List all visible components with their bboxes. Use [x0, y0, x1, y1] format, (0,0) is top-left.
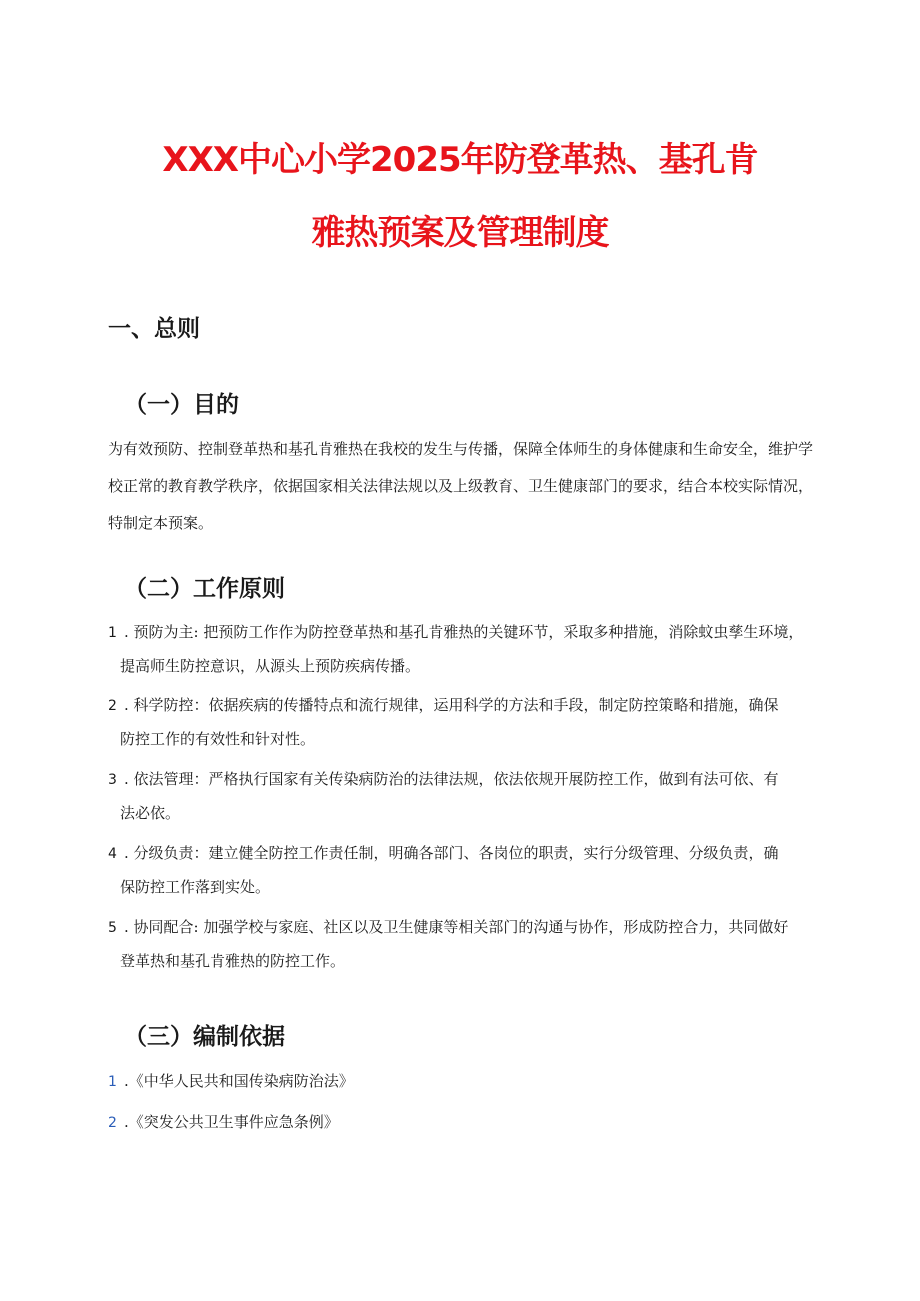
section-general-heading: 一、总则 — [108, 316, 200, 342]
basis-number: 2 — [108, 1115, 117, 1131]
purpose-paragraph: 为有效预防、控制登革热和基孔肯雅热在我校的发生与传播，保障全体师生的身体健康和生命安全，维护学校正常的教育教学秩序，依据国家相关法律法规以及上级教育、卫生健康部门的要求，结合本校实际情况，特制定本预案。 — [108, 440, 814, 532]
principle-item — [108, 835, 813, 906]
principle-text-rest: 提高师生防控意识，从源头上预防疾病传播。 — [120, 657, 421, 675]
principle-number: 4 — [108, 846, 117, 862]
principle-number: 2 — [108, 698, 117, 714]
basis-heading: （三）编制依据 — [124, 1024, 285, 1050]
principle-text-rest: 法必依。 — [120, 804, 181, 822]
principle-item — [108, 614, 813, 685]
principle-text-first: . 依法管理：严格执行国家有关传染病防治的法律法规，依法依规开展防控工作，做到有法可依、有 — [124, 770, 779, 788]
principle-item — [108, 687, 813, 758]
principle-text-rest: 防控工作的有效性和针对性。 — [120, 730, 316, 748]
principle-text-first: . 预防为主: 把预防工作作为防控登革热和基孔肯雅热的关键环节，采取多种措施，消除蚊虫孳生环境， — [124, 623, 804, 641]
basis-text: .《突发公共卫生事件应急条例》 — [124, 1113, 339, 1131]
principle-item — [108, 909, 813, 980]
basis-item — [108, 1104, 813, 1142]
basis-number: 1 — [108, 1074, 117, 1090]
document-title-line-2: 雅热预案及管理制度 — [311, 213, 609, 253]
document-title-line-1: XXX中心小学2025年防登革热、基孔肯 — [162, 140, 758, 180]
principle-text-first: . 分级负责：建立健全防控工作责任制，明确各部门、各岗位的职责，实行分级管理、分级负责，确 — [124, 844, 779, 862]
principle-number: 1 — [108, 625, 117, 641]
basis-text: .《中华人民共和国传染病防治法》 — [124, 1072, 354, 1090]
principle-number: 3 — [108, 772, 117, 788]
principles-heading: （二）工作原则 — [124, 576, 285, 602]
principle-text-first: . 协同配合: 加强学校与家庭、社区以及卫生健康等相关部门的沟通与协作，形成防控合力，共同做好 — [124, 918, 789, 936]
purpose-heading: （一）目的 — [124, 392, 239, 418]
principle-text-rest: 登革热和基孔肯雅热的防控工作。 — [120, 952, 346, 970]
basis-item — [108, 1063, 813, 1101]
principle-text-rest: 保防控工作落到实处。 — [120, 878, 271, 896]
principle-item — [108, 761, 813, 832]
principle-number: 5 — [108, 920, 117, 936]
principle-text-first: . 科学防控：依据疾病的传播特点和流行规律，运用科学的方法和手段，制定防控策略和措施，确保 — [124, 696, 779, 714]
